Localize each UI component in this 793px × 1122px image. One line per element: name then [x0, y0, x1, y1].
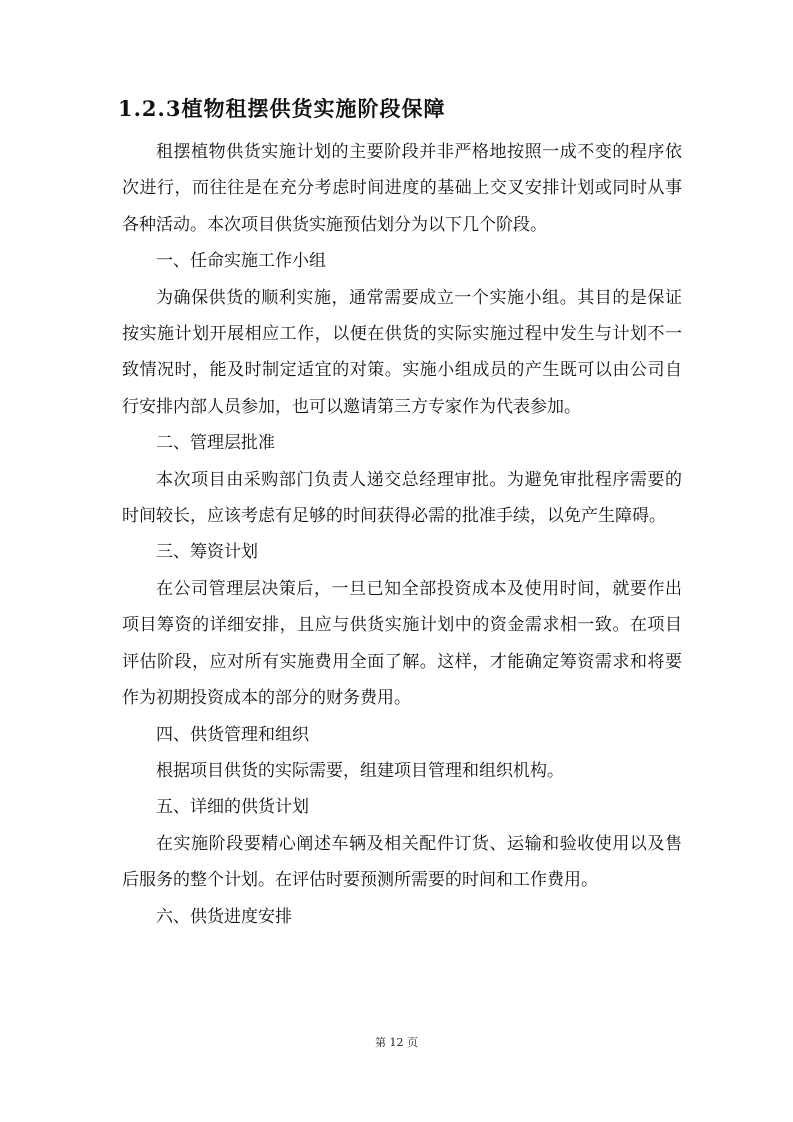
- paragraph-4: 根据项目供货的实际需要，组建项目管理和组织机构。: [156, 760, 564, 781]
- heading-5: 五、详细的供货计划: [156, 797, 309, 818]
- body-content: [122, 134, 682, 935]
- page-number: 第 12 页: [375, 1036, 418, 1049]
- heading-2: 二、管理层批准: [156, 433, 275, 454]
- heading-4: 四、供货管理和组织: [156, 724, 309, 745]
- section-title: 1.2.3植物租摆供货实施阶段保障: [118, 96, 446, 121]
- paragraph-1: 为确保供货的顺利实施，通常需要成立一个实施小组。其目的是保证按实施计划开展相应工作，以便在供货的实际实施过程中发生与计划不一致情况时，能及时制定适宜的对策。实施小组成员的产生既可以由公司自行安排内部人员参加，也可以邀请第三方专家作为代表参加。: [122, 287, 682, 417]
- paragraph-3: 在公司管理层决策后，一旦已知全部投资成本及使用时间，就要作出项目筹资的详细安排，且应与供货实施计划中的资金需求相一致。在项目评估阶段，应对所有实施费用全面了解。这样，才能确定筹资需求和将要作为初期投资成本的部分的财务费用。: [122, 578, 682, 709]
- heading-1: 一、任命实施工作小组: [156, 251, 326, 272]
- paragraph-5: 在实施阶段要精心阐述车辆及相关配件订货、运输和验收使用以及售后服务的整个计划。在评估时要预测所需要的时间和工作费用。: [122, 833, 682, 891]
- paragraph-intro: 租摆植物供货实施计划的主要阶段并非严格地按照一成不变的程序依次进行，而往往是在充分考虑时间进度的基础上交叉安排计划或同时从事各种活动。本次项目供货实施预估划分为以下几个阶段。: [122, 142, 682, 235]
- heading-3: 三、筹资计划: [156, 542, 258, 563]
- paragraph-2: 本次项目由采购部门负责人递交总经理审批。为避免审批程序需要的时间较长，应该考虑有足够的时间获得必需的批准手续，以免产生障碍。: [122, 469, 682, 527]
- heading-6: 六、供货进度安排: [156, 906, 292, 927]
